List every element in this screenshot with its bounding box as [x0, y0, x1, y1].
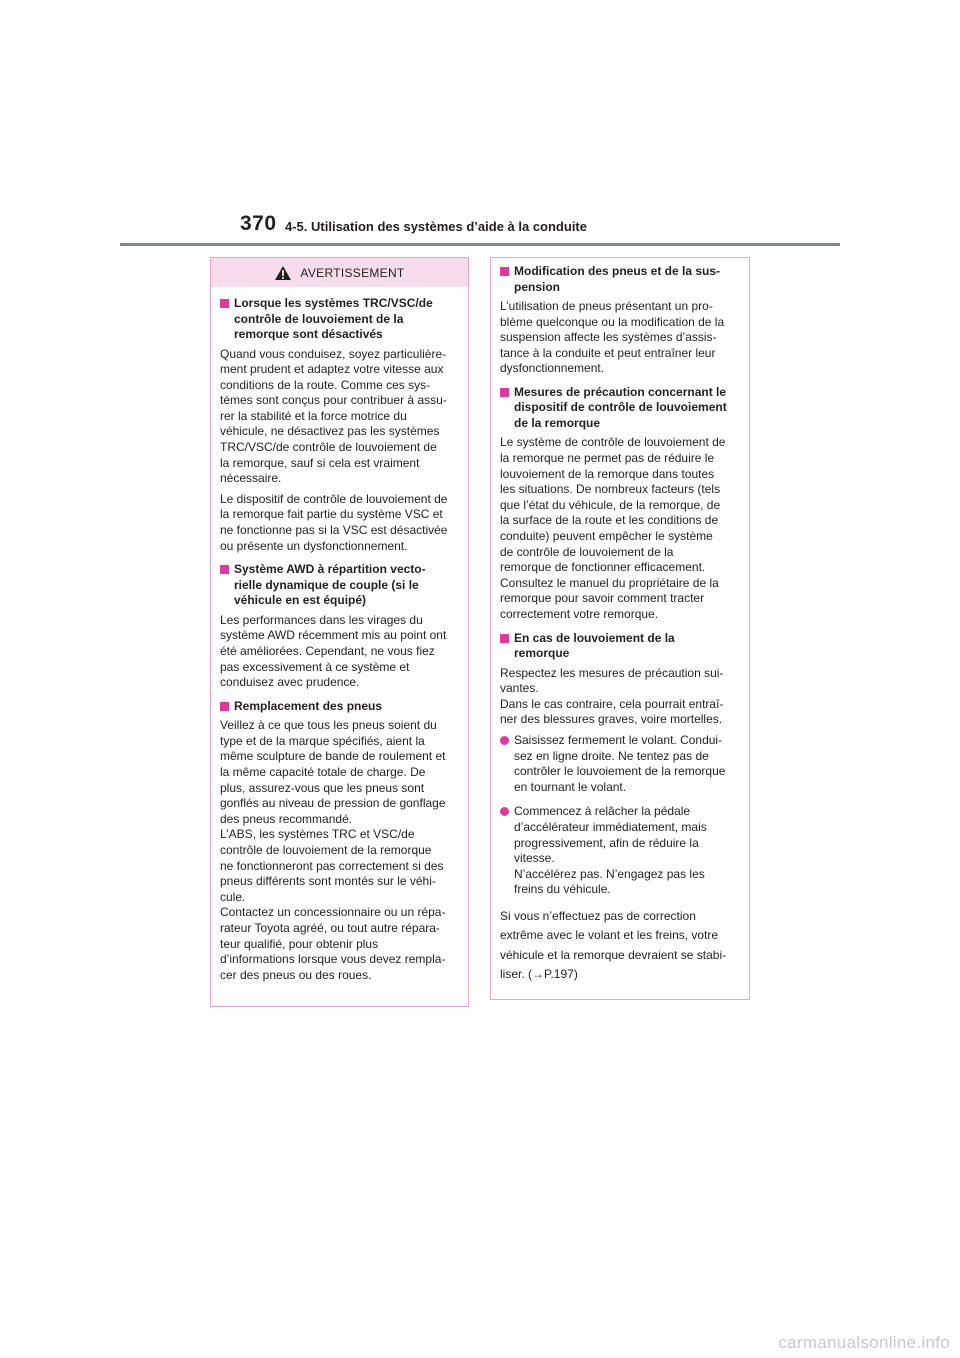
section-heading-text: En cas de louvoiement de la remorque — [514, 630, 675, 661]
section-heading-text: Système AWD à répartition vecto- rielle dynamique de couple (si le véhicule en est équipé) — [234, 562, 426, 608]
section-heading — [500, 264, 740, 295]
section-trailer-sway — [500, 631, 740, 985]
section-heading — [220, 699, 459, 715]
watermark: carmanualsonline.info — [778, 1333, 950, 1352]
section-heading — [500, 385, 740, 432]
page-number: 370 — [240, 212, 277, 235]
bullet-item — [500, 733, 740, 795]
warning-title: AVERTISSEMENT — [300, 265, 405, 280]
section-heading-text: Remplacement des pneus — [234, 698, 383, 713]
circle-bullet-icon — [500, 736, 509, 745]
section-trailer-sway-precautions — [500, 385, 740, 623]
paragraph: Les performances dans les virages du système AWD récemment mis au point ont été améliorées. Cependant, ne vous fiez pas excessivement à ce système et conduisez avec prudence. — [220, 612, 447, 690]
paragraph: Le système de contrôle de louvoiement de la remorque ne permet pas de réduire le louvoiement de la remorque dans toutes les situations. De nombreux facteurs (tels que l’état du véhicule, de la remorque, de la surface de la route et les conditions de conduite) peuvent empêcher le système de contrôle de louvoiement de la remorque de fonctionner efficacement. Consultez le manuel du propriétaire de la remorque pour savoir comment tracter correctement votre remorque. — [500, 435, 726, 621]
square-bullet-icon — [500, 634, 509, 643]
warning-box-left — [210, 257, 469, 1007]
bullet-text: Commencez à relâcher la pédale d’accélérateur immédiatement, mais progressivement, afin de réduire la vitesse. N’accélérez pas. N’engagez pas les freins du véhicule. — [514, 804, 707, 897]
square-bullet-icon — [500, 267, 509, 276]
warning-box-right — [490, 257, 750, 1000]
circle-bullet-icon — [500, 807, 509, 816]
square-bullet-icon — [500, 388, 509, 397]
section-title: 4-5. Utilisation des systèmes d’aide à la conduite — [285, 219, 587, 234]
closing-paragraph: Si vous n’effectuez pas de correction extrême avec le volant et les freins, votre véhicule et la remorque devraient se stabi- liser. (→P.197) — [500, 908, 727, 982]
paragraph: Veillez à ce que tous les pneus soient du type et de la marque spécifiés, aient la même sculpture de bande de roulement et la même capacité totale de charge. De plus, assurez-vous que les pneus sont gonflés au niveau de pression de gonflage des pneus recommandé. L’ABS, les systèmes TRC et VSC/de contrôle de louvoiement de la remorque ne fonctionneront pas correctement si des pneus différents sont montés sur le véhi- cule. Contactez un concessionnaire ou un répa- rateur Toyota agréé, ou tout autre répara- teur qualifié, pour obtenir plus d’informations lorsque vous devez rempla- cer des pneus ou des roues. — [220, 718, 446, 982]
bullet-text: Saisissez fermement le volant. Condui- sez en ligne droite. Ne tentez pas de contrôler le louvoiement de la remorque en tournant le volant. — [514, 732, 726, 794]
section-heading-text: Lorsque les systèmes TRC/VSC/de contrôle de louvoiement de la remorque sont désactivés — [234, 296, 433, 341]
section-awd-system — [220, 562, 459, 690]
section-heading — [500, 631, 740, 662]
warning-triangle-icon — [274, 265, 292, 281]
paragraph: L’utilisation de pneus présentant un pro- blème quelconque ou la modification de la suspension affecte les systèmes d’assis- tance à la conduite et peut entraîner leur dysfonctionnement. — [500, 299, 725, 376]
square-bullet-icon — [220, 565, 229, 574]
bullet-item — [500, 804, 740, 898]
section-heading-text: Mesures de précaution concernant le dispositif de contrôle de louvoiement de la remorque — [514, 384, 727, 430]
paragraph: Quand vous conduisez, soyez particulière- ment prudent et adaptez votre vitesse aux conditions de la route. Comme ces sys- tèmes sont conçus pour contribuer à assu- rer la stabilité et la force motrice du véhicule, ne désactivez pas les systèmes TRC/VSC/de contrôle de louvoiement de la remorque, sauf si cela est vraiment nécessaire. — [220, 346, 447, 486]
section-heading — [220, 562, 459, 609]
header-rule — [120, 243, 840, 246]
paragraph: Respectez les mesures de précaution sui- vantes. Dans le cas contraire, cela pourrait entraî- ner des blessures graves, voire mortelles. — [500, 665, 724, 727]
warning-header — [211, 258, 468, 287]
square-bullet-icon — [220, 702, 229, 711]
section-trc-vsc-disabled — [220, 296, 459, 554]
section-heading — [220, 296, 459, 343]
square-bullet-icon — [220, 299, 229, 308]
paragraph: Le dispositif de contrôle de louvoiement de la remorque fait partie du système VSC et ne fonctionne pas si la VSC est désactivée ou présente un dysfonctionnement. — [220, 491, 448, 553]
section-heading-text: Modification des pneus et de la sus- pension — [514, 264, 721, 294]
section-tire-replacement — [220, 699, 459, 984]
section-tire-suspension-modification — [500, 264, 740, 377]
